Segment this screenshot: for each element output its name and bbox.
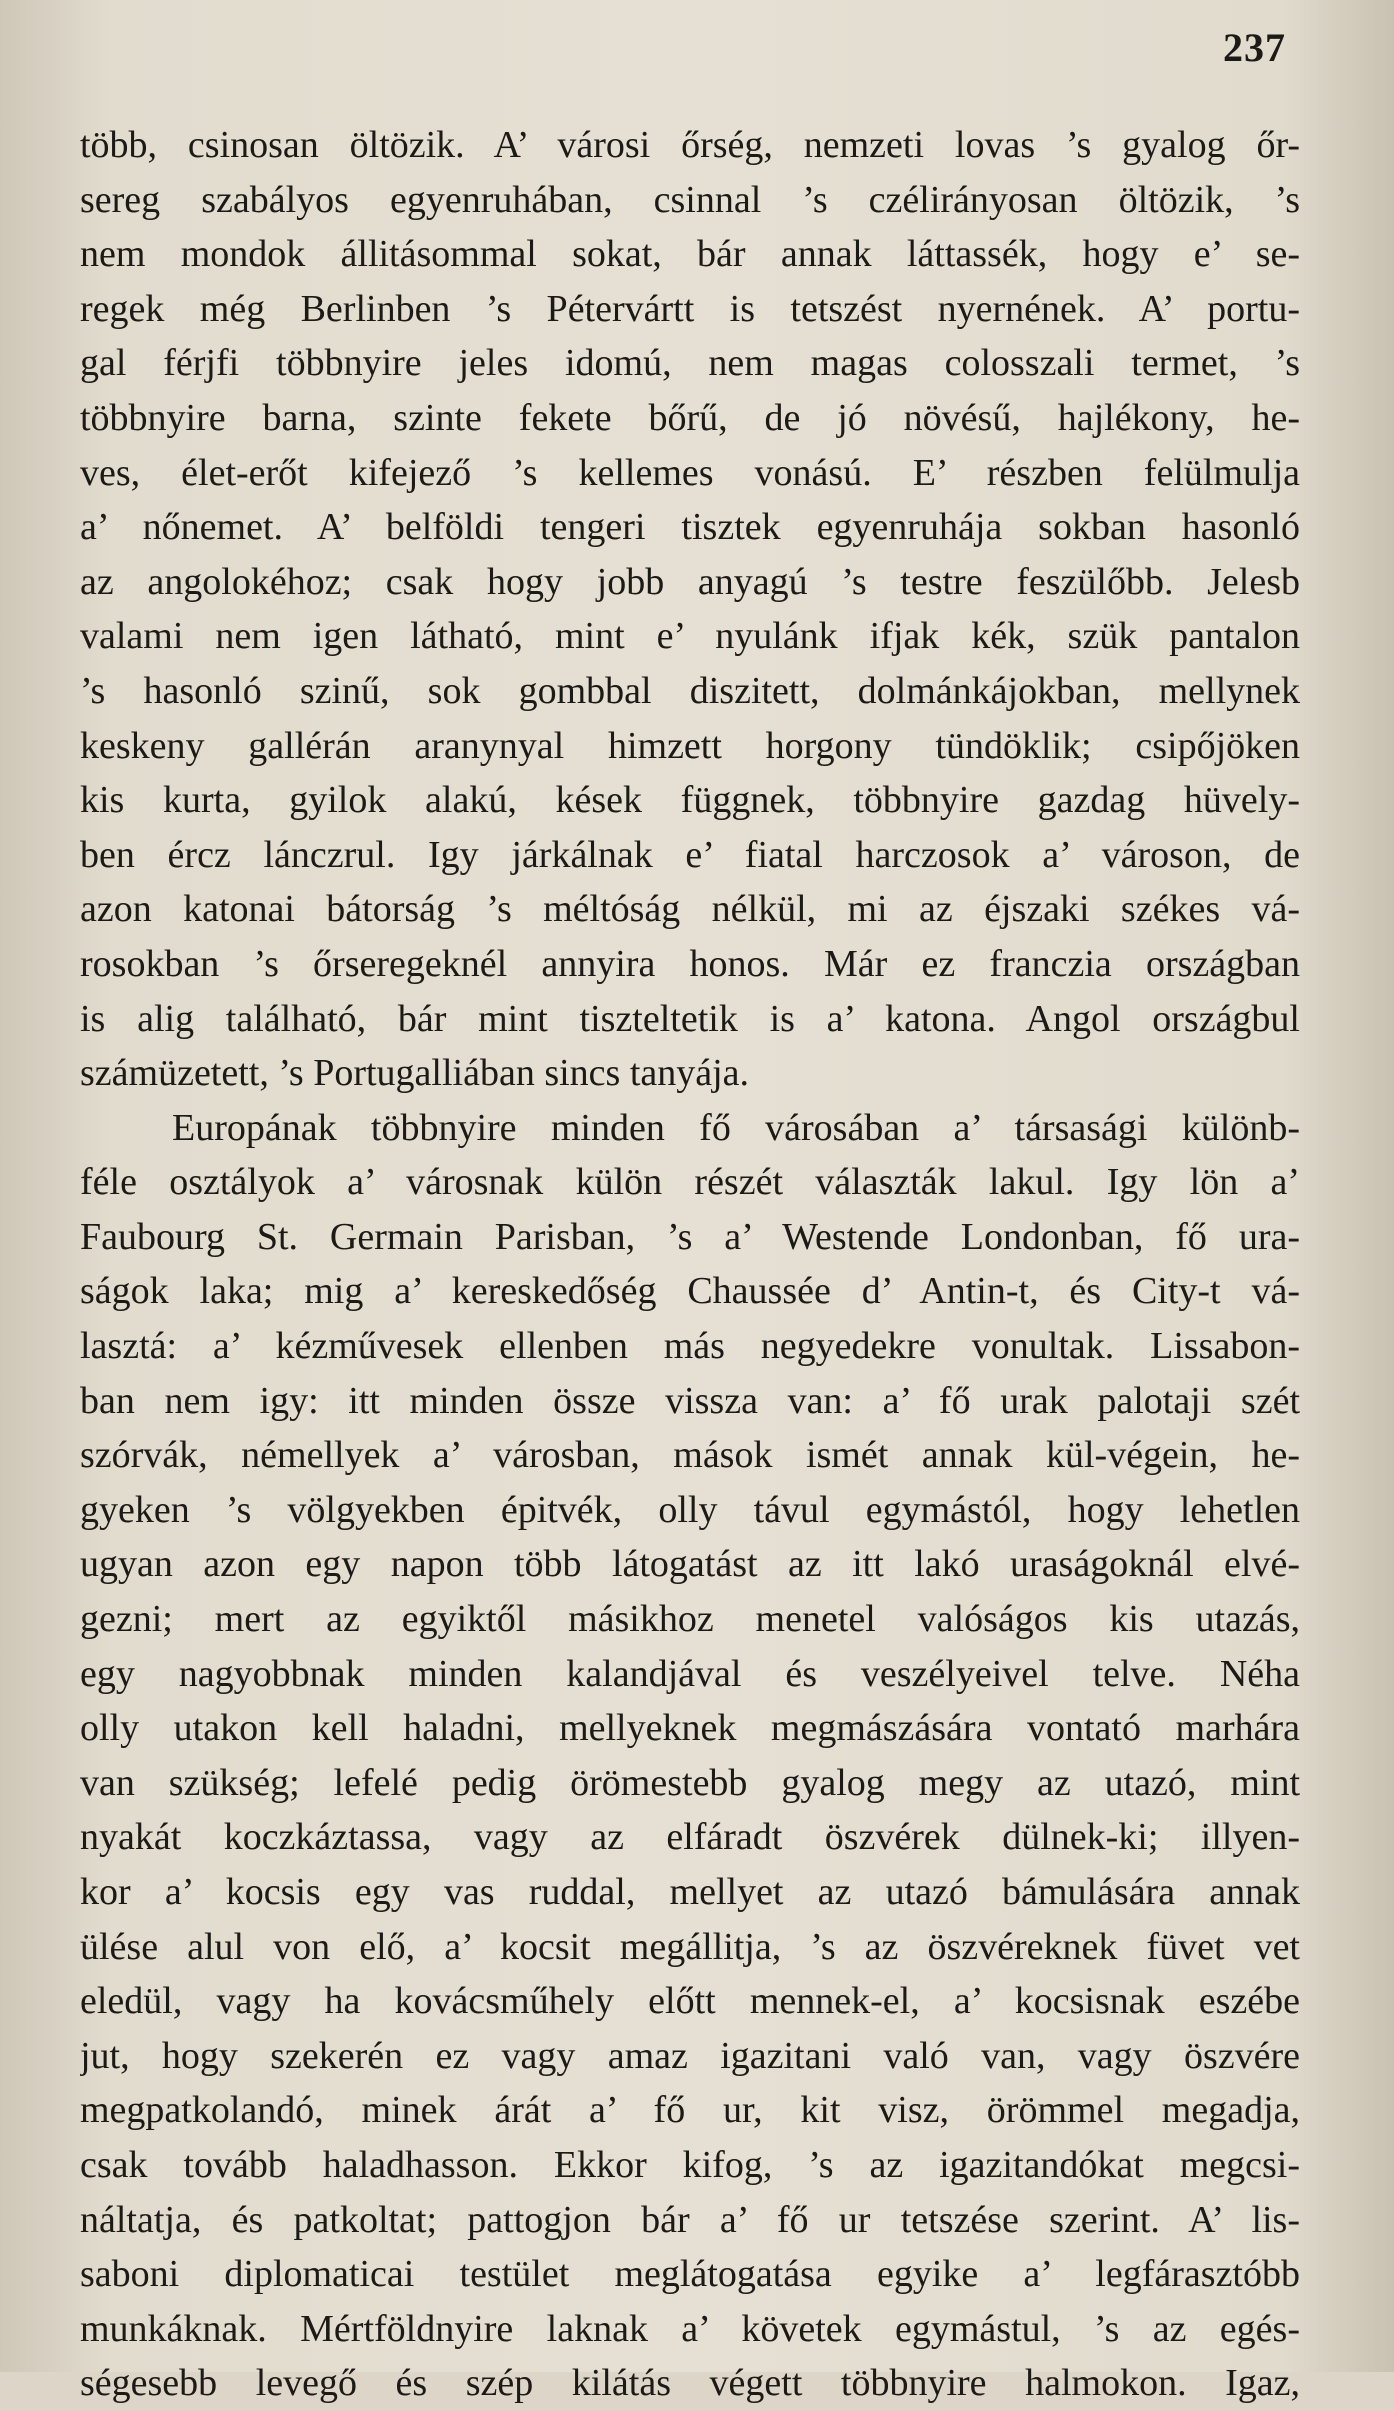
text-line: keskeny gallérán aranynyal himzett horgony tündöklik; csipőjöken: [80, 724, 1300, 767]
text-line: saboni diplomaticai testület meglátogatása egyike a’ legfárasztóbb: [80, 2253, 1300, 2296]
text-line: Faubourg St. Germain Parisban, ’s a’ Westende Londonban, fő ura-: [80, 1215, 1300, 1258]
text-line: gyeken ’s völgyekben épitvék, olly távul egymástól, hogy lehetlen: [80, 1488, 1300, 1531]
text-line: nyakát koczkáztassa, vagy az elfáradt öszvérek dülnek-ki; illyen-: [80, 1816, 1300, 1859]
text-line: is alig található, bár mint tiszteltetik is a’ katona. Angol országbul: [80, 997, 1300, 1040]
text-line: azon katonai bátorság ’s méltóság nélkül, mi az éjszaki székes vá-: [80, 888, 1300, 931]
text-line: valami nem igen látható, mint e’ nyulánk ifjak kék, szük pantalon: [80, 615, 1300, 658]
text-line: lasztá: a’ kézművesek ellenben más negyedekre vonultak. Lissabon-: [80, 1325, 1300, 1368]
text-line: kor a’ kocsis egy vas ruddal, mellyet az utazó bámulására annak: [80, 1871, 1300, 1913]
text-line: ’s hasonló szinű, sok gombbal diszitett, dolmánkájokban, mellynek: [80, 669, 1300, 712]
text-line: ben ércz lánczrul. Igy járkálnak e’ fiatal harczosok a’ városon, de: [80, 833, 1300, 876]
text-line: szórvák, némellyek a’ városban, mások ismét annak kül-végein, he-: [80, 1434, 1300, 1477]
text-line: ban nem igy: itt minden össze vissza van: a’ fő urak palotaji szét: [80, 1379, 1300, 1422]
text-line: gal férjfi többnyire jeles idomú, nem magas colosszali termet, ’s: [80, 342, 1300, 385]
text-line: van szükség; lefelé pedig örömestebb gyalog megy az utazó, mint: [80, 1761, 1300, 1804]
text-line: többnyire barna, szinte fekete bőrű, de jó növésű, hajlékony, he-: [80, 396, 1300, 439]
text-line: megpatkolandó, minek árát a’ fő ur, kit visz, örömmel megadja,: [80, 2089, 1300, 2132]
text-line: munkáknak. Mértföldnyire laknak a’ követek egymástul, ’s az egés-: [80, 2307, 1300, 2350]
text-line: egy nagyobbnak minden kalandjával és veszélyeivel telve. Néha: [80, 1652, 1300, 1695]
text-line: olly utakon kell haladni, mellyeknek megmászására vontató marhára: [80, 1707, 1300, 1750]
page-number: 237: [1223, 25, 1286, 70]
paragraph-1: [80, 118, 1300, 1101]
text-line: a’ nőnemet. A’ belföldi tengeri tisztek egyenruhája sokban hasonló: [80, 506, 1300, 549]
text-line: gezni; mert az egyiktől másikhoz menetel valóságos kis utazás,: [80, 1598, 1300, 1641]
text-line: kis kurta, gyilok alakú, kések függnek, többnyire gazdag hüvely-: [80, 779, 1300, 822]
text-line: számüzetett, ’s Portugalliában sincs tanyája.: [80, 1052, 750, 1095]
text-line: az angolokéhoz; csak hogy jobb anyagú ’s testre feszülőbb. Jelesb: [80, 560, 1300, 603]
text-line: ségesebb levegő és szép kilátás végett többnyire halmokon. Igaz,: [80, 2362, 1300, 2405]
text-line: regek még Berlinben ’s Pétervártt is tetszést nyernének. A’ portu-: [80, 287, 1300, 330]
text-block: [80, 118, 1300, 2411]
text-line: jut, hogy szekerén ez vagy amaz igazitani való van, vagy öszvére: [80, 2034, 1300, 2077]
text-line: náltatja, és patkoltat; pattogjon bár a’ fő ur tetszése szerint. A’ lis-: [80, 2198, 1300, 2241]
text-line: rosokban ’s őrseregeknél annyira honos. Már ez franczia országban: [80, 942, 1300, 985]
text-line: ülése alul von elő, a’ kocsit megállitja, ’s az öszvéreknek füvet vet: [80, 1925, 1300, 1968]
text-line: ugyan azon egy napon több látogatást az itt lakó uraságoknál elvé-: [80, 1543, 1300, 1586]
text-line: több, csinosan öltözik. A’ városi őrség, nemzeti lovas ’s gyalog őr-: [80, 124, 1300, 166]
text-line: ves, élet-erőt kifejező ’s kellemes vonású. E’ részben felülmulja: [80, 451, 1300, 494]
text-line: csak tovább haladhasson. Ekkor kifog, ’s az igazitandókat megcsi-: [80, 2143, 1300, 2186]
text-line: eledül, vagy ha kovácsműhely előtt mennek-el, a’ kocsisnak eszébe: [80, 1980, 1300, 2023]
text-line: sereg szabályos egyenruhában, csinnal ’s czélirányosan öltözik, ’s: [80, 178, 1300, 221]
text-line: Europának többnyire minden fő városában a’ társasági különb-: [172, 1106, 1300, 1149]
text-line: féle osztályok a’ városnak külön részét választák lakul. Igy lön a’: [80, 1161, 1300, 1204]
text-line: nem mondok állitásommal sokat, bár annak láttassék, hogy e’ se-: [80, 233, 1300, 276]
paragraph-2: [80, 1101, 1300, 2411]
text-line: ságok laka; mig a’ kereskedőség Chaussée d’ Antin-t, és City-t vá-: [80, 1270, 1300, 1313]
